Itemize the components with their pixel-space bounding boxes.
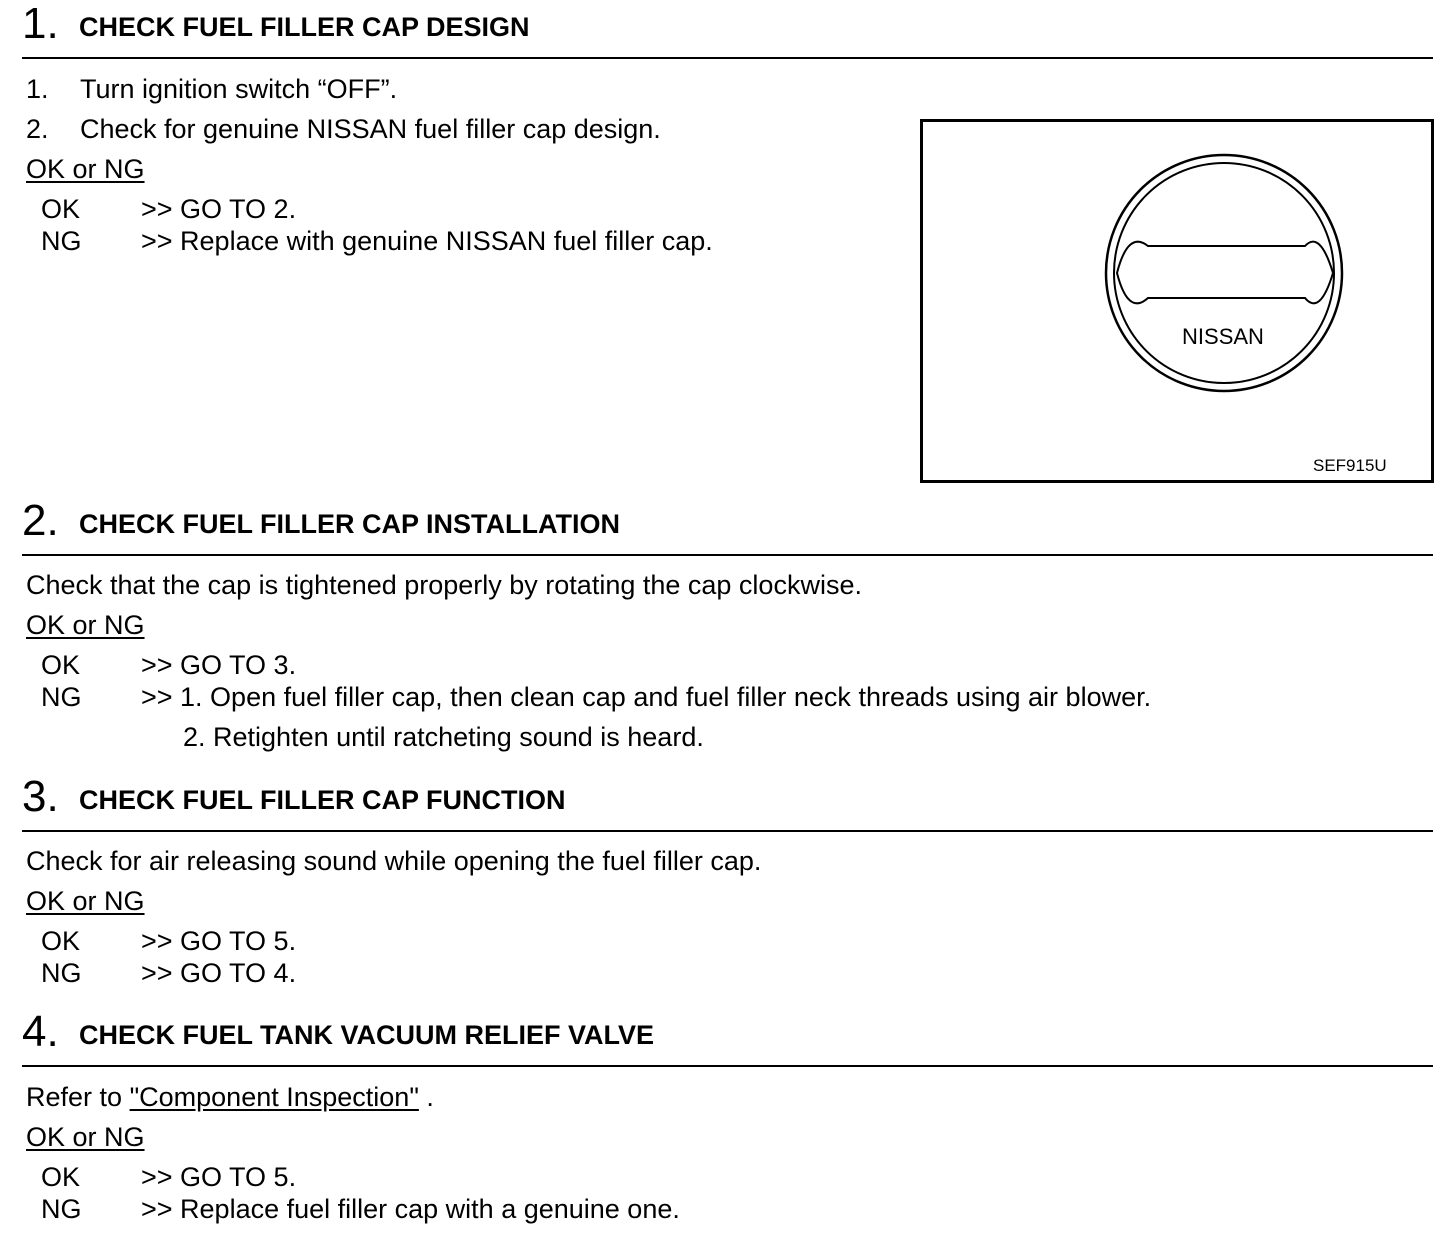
step-4-number: 4. bbox=[22, 1007, 59, 1056]
cap-outer-ring bbox=[1106, 155, 1342, 391]
cap-brand-label: NISSAN bbox=[1182, 324, 1264, 349]
step-3-rule bbox=[22, 830, 1433, 832]
step-2-okng-label: OK or NG bbox=[26, 610, 145, 640]
step-2-title: CHECK FUEL FILLER CAP INSTALLATION bbox=[79, 509, 620, 539]
step-1-ok-label: OK bbox=[41, 194, 81, 224]
fuel-cap-figure bbox=[920, 119, 1434, 483]
cap-inner-ring bbox=[1114, 163, 1334, 383]
step-3-text: Check for air releasing sound while opening the fuel filler cap. bbox=[26, 846, 762, 876]
step-4-ng-text: >> Replace fuel filler cap with a genuine one. bbox=[141, 1194, 680, 1224]
step-2-rule bbox=[22, 554, 1433, 556]
step-2-ok-text: >> GO TO 3. bbox=[141, 650, 297, 680]
step-1-title: CHECK FUEL FILLER CAP DESIGN bbox=[79, 12, 530, 42]
step-1-instruction-2: Check for genuine NISSAN fuel filler cap design. bbox=[80, 114, 661, 144]
step-1-ng-text: >> Replace with genuine NISSAN fuel filler cap. bbox=[141, 226, 713, 256]
step-1-okng-label: OK or NG bbox=[26, 154, 145, 184]
step-3-ng-label: NG bbox=[41, 958, 82, 988]
step-1-instruction-1: Turn ignition switch “OFF”. bbox=[80, 74, 398, 104]
step-4-okng-label: OK or NG bbox=[26, 1122, 145, 1152]
step-3-ok-text: >> GO TO 5. bbox=[141, 926, 297, 956]
step-4-title: CHECK FUEL TANK VACUUM RELIEF VALVE bbox=[79, 1020, 655, 1050]
step-4-ng-label: NG bbox=[41, 1194, 82, 1224]
step-4-text-suffix: . bbox=[426, 1082, 434, 1112]
fuel-filler-cap-illustration bbox=[923, 122, 1431, 480]
step-1-instruction-1-number: 1. bbox=[26, 74, 49, 104]
component-inspection-link[interactable]: "Component Inspection" bbox=[129, 1082, 419, 1112]
step-3-okng-label: OK or NG bbox=[26, 886, 145, 916]
step-1-ok-text: >> GO TO 2. bbox=[141, 194, 297, 224]
step-3-title: CHECK FUEL FILLER CAP FUNCTION bbox=[79, 785, 566, 815]
step-4-text-prefix: Refer to bbox=[26, 1082, 123, 1112]
step-4-ok-label: OK bbox=[41, 1162, 81, 1192]
step-2-text: Check that the cap is tightened properly by rotating the cap clockwise. bbox=[26, 570, 862, 600]
step-1-ng-label: NG bbox=[41, 226, 82, 256]
step-4-rule bbox=[22, 1065, 1433, 1067]
step-2-ng-label: NG bbox=[41, 682, 82, 712]
step-2-ok-label: OK bbox=[41, 650, 81, 680]
step-2-ng-text-2: 2. Retighten until ratcheting sound is heard. bbox=[183, 722, 704, 752]
step-3-number: 3. bbox=[22, 772, 59, 821]
step-3-ng-text: >> GO TO 4. bbox=[141, 958, 297, 988]
step-4-ok-text: >> GO TO 5. bbox=[141, 1162, 297, 1192]
step-3-ok-label: OK bbox=[41, 926, 81, 956]
step-4-text bbox=[26, 1082, 434, 1112]
cap-grip-handle bbox=[1117, 242, 1333, 304]
step-2-ng-text: >> 1. Open fuel filler cap, then clean cap and fuel filler neck threads using air blower. bbox=[141, 682, 1152, 712]
step-1-number: 1. bbox=[22, 0, 59, 48]
step-1-instruction-2-number: 2. bbox=[26, 114, 49, 144]
figure-code: SEF915U bbox=[1313, 456, 1387, 475]
step-1-rule bbox=[22, 57, 1433, 59]
step-2-number: 2. bbox=[22, 496, 59, 545]
